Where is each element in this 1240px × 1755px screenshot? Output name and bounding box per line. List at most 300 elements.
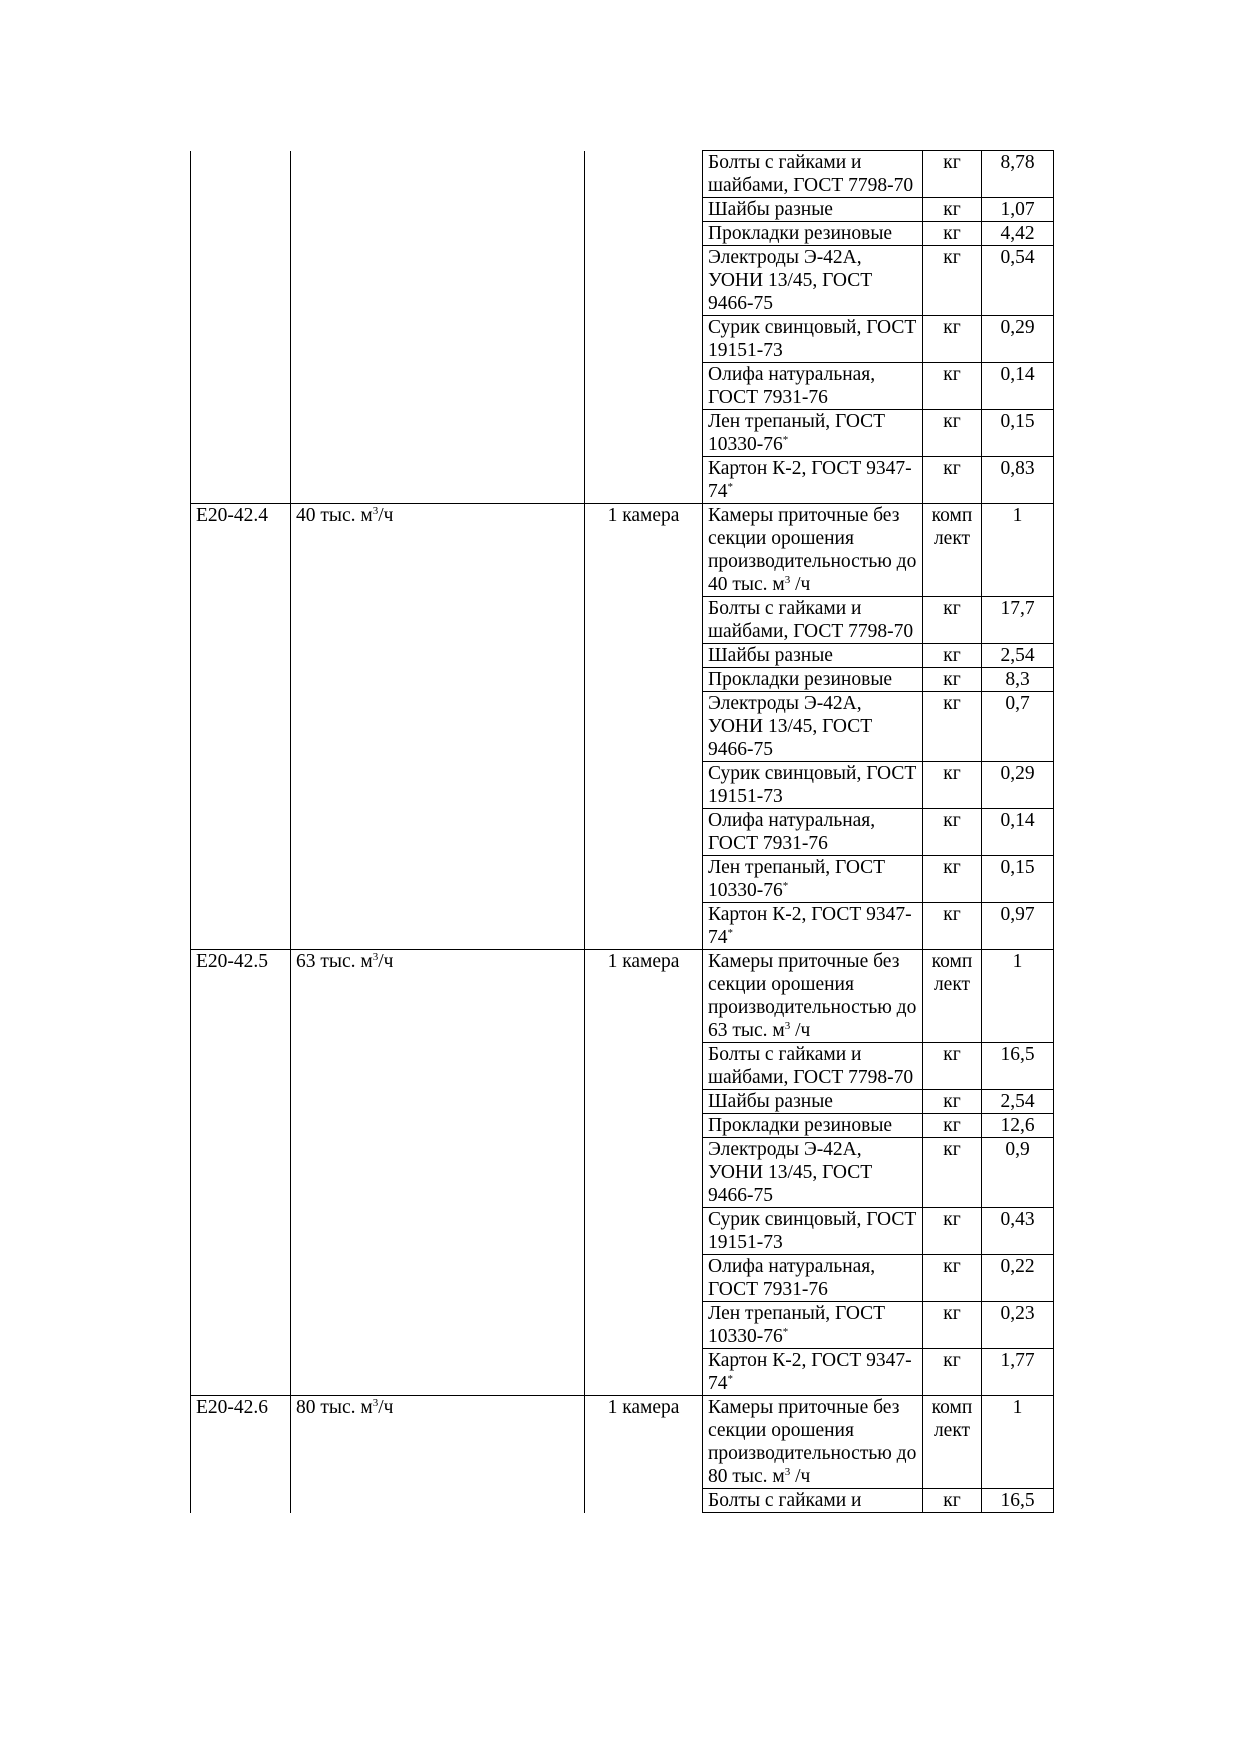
- meter-unit-cell: [585, 363, 703, 410]
- meter-unit-cell: [585, 151, 703, 198]
- units-cell: [923, 1396, 982, 1489]
- units: кг: [943, 1490, 961, 1511]
- capacity-superscript: 3: [372, 505, 379, 517]
- resource-superscript: *: [782, 1326, 789, 1338]
- meter-unit-cell: [585, 410, 703, 457]
- resource-superscript: *: [727, 481, 733, 493]
- meter-unit-cell: [585, 644, 703, 668]
- quantity-cell: [982, 692, 1054, 762]
- resource-row: [191, 597, 1054, 644]
- capacity-cell: [291, 668, 585, 692]
- meter-unit-cell: [585, 504, 703, 597]
- norm-code-cell: [191, 246, 291, 316]
- norm-code-cell: [191, 457, 291, 504]
- quantity: 8,78: [1000, 152, 1035, 173]
- resource-name: Олифа натуральная, ГОСТ 7931-76: [708, 810, 876, 854]
- norm-code-cell: [191, 950, 291, 1043]
- resource-cell: [703, 316, 923, 363]
- units-cell: [923, 597, 982, 644]
- quantity: 17,7: [1000, 598, 1035, 619]
- meter-unit-cell: [585, 1489, 703, 1513]
- resource-row: [191, 410, 1054, 457]
- norm-code-cell: [191, 903, 291, 950]
- meter-unit: 1 камера: [607, 951, 680, 972]
- resource-row: [191, 668, 1054, 692]
- quantity: 2,54: [1000, 1091, 1035, 1112]
- quantity: 1: [1012, 505, 1023, 526]
- resource-name: Камеры приточные без секции орошения производительностью до 63 тыс. м: [708, 951, 917, 1041]
- quantity: 0,83: [1000, 458, 1035, 479]
- resource-row: [191, 644, 1054, 668]
- units: кг: [943, 598, 961, 619]
- units-cell: [923, 1349, 982, 1396]
- resource-row: [191, 363, 1054, 410]
- resource-cell: [703, 950, 923, 1043]
- resource-superscript: *: [727, 1373, 733, 1385]
- quantity: 16,5: [1000, 1490, 1035, 1511]
- resource-name: Сурик свинцовый, ГОСТ 19151-73: [708, 317, 917, 361]
- resource-name: Лен трепаный, ГОСТ 10330-76: [708, 1303, 886, 1347]
- meter-unit: 1 камера: [607, 1397, 680, 1418]
- meter-unit-cell: [585, 668, 703, 692]
- resource-name: Прокладки резиновые: [708, 669, 893, 690]
- units: кг: [943, 1091, 961, 1112]
- quantity: 0,7: [1005, 693, 1030, 714]
- quantity: 0,54: [1000, 247, 1035, 268]
- units-cell: [923, 1138, 982, 1208]
- units: кг: [943, 1303, 961, 1324]
- resource-cell: [703, 1114, 923, 1138]
- capacity-cell: [291, 457, 585, 504]
- resource-superscript: 3: [784, 1466, 791, 1478]
- capacity-text: 80 тыс. м: [296, 1397, 373, 1418]
- units-cell: [923, 198, 982, 222]
- units: кг: [943, 199, 961, 220]
- quantity: 1,07: [1000, 199, 1035, 220]
- resource-name: Прокладки резиновые: [708, 1115, 893, 1136]
- units-cell: [923, 668, 982, 692]
- resource-cell: [703, 1255, 923, 1302]
- resource-row: [191, 1208, 1054, 1255]
- norm-code-cell: [191, 1489, 291, 1513]
- capacity-cell: [291, 1255, 585, 1302]
- capacity-cell: [291, 1302, 585, 1349]
- units: кг: [943, 857, 961, 878]
- norm-group-row: [191, 504, 1054, 597]
- resource-name: Электроды Э-42А, УОНИ 13/45, ГОСТ 9466-75: [708, 1139, 873, 1206]
- resource-name: Лен трепаный, ГОСТ 10330-76: [708, 411, 886, 455]
- units: комп лект: [931, 1397, 973, 1441]
- quantity-cell: [982, 644, 1054, 668]
- capacity-tail: /ч: [378, 1397, 394, 1418]
- capacity-cell: [291, 1349, 585, 1396]
- resource-cell: [703, 151, 923, 198]
- norm-code-cell: [191, 198, 291, 222]
- units: кг: [943, 763, 961, 784]
- capacity-cell: [291, 246, 585, 316]
- capacity-cell: [291, 1489, 585, 1513]
- capacity-cell: [291, 1114, 585, 1138]
- units: кг: [943, 669, 961, 690]
- resource-cell: [703, 668, 923, 692]
- quantity-cell: [982, 762, 1054, 809]
- units-cell: [923, 1090, 982, 1114]
- resource-name: Шайбы разные: [708, 199, 833, 220]
- norm-code: Е20-42.6: [196, 1397, 269, 1418]
- norm-code: Е20-42.4: [196, 505, 269, 526]
- quantity: 1,77: [1000, 1350, 1035, 1371]
- resource-cell: [703, 644, 923, 668]
- quantity-cell: [982, 151, 1054, 198]
- units-cell: [923, 504, 982, 597]
- meter-unit-cell: [585, 222, 703, 246]
- resource-cell: [703, 1090, 923, 1114]
- units-cell: [923, 246, 982, 316]
- meter-unit: 1 камера: [607, 505, 680, 526]
- quantity: 0,97: [1000, 904, 1035, 925]
- units-cell: [923, 644, 982, 668]
- units-cell: [923, 1302, 982, 1349]
- quantity-cell: [982, 222, 1054, 246]
- quantity: 0,9: [1005, 1139, 1030, 1160]
- resource-name: Камеры приточные без секции орошения производительностью до 80 тыс. м: [708, 1397, 917, 1487]
- units-cell: [923, 151, 982, 198]
- resource-cell: [703, 762, 923, 809]
- resource-superscript: 3: [784, 574, 791, 586]
- resource-superscript: *: [782, 434, 789, 446]
- norm-code-cell: [191, 151, 291, 198]
- resource-cell: [703, 1349, 923, 1396]
- norm-code-cell: [191, 410, 291, 457]
- resource-cell: [703, 504, 923, 597]
- norms-table-body: [191, 151, 1054, 1513]
- quantity: 0,22: [1000, 1256, 1035, 1277]
- capacity-text: 63 тыс. м: [296, 951, 373, 972]
- meter-unit-cell: [585, 316, 703, 363]
- resource-row: [191, 1043, 1054, 1090]
- capacity-cell: [291, 903, 585, 950]
- capacity-tail: /ч: [378, 951, 394, 972]
- quantity: 0,43: [1000, 1209, 1035, 1230]
- quantity: 0,23: [1000, 1303, 1035, 1324]
- quantity: 0,29: [1000, 763, 1035, 784]
- norm-code-cell: [191, 222, 291, 246]
- capacity-cell: [291, 410, 585, 457]
- units: кг: [943, 1350, 961, 1371]
- units-cell: [923, 1043, 982, 1090]
- resource-cell: [703, 410, 923, 457]
- quantity-cell: [982, 363, 1054, 410]
- norm-code: Е20-42.5: [196, 951, 269, 972]
- units: кг: [943, 1044, 961, 1065]
- resource-name: Болты с гайками и: [708, 1490, 862, 1511]
- resource-row: [191, 198, 1054, 222]
- units: кг: [943, 645, 961, 666]
- meter-unit-cell: [585, 1396, 703, 1489]
- quantity-cell: [982, 856, 1054, 903]
- units: кг: [943, 411, 961, 432]
- quantity: 0,14: [1000, 810, 1035, 831]
- resource-row: [191, 1255, 1054, 1302]
- resource-row: [191, 762, 1054, 809]
- resource-superscript: *: [782, 880, 789, 892]
- units-cell: [923, 1489, 982, 1513]
- resource-cell: [703, 246, 923, 316]
- resource-row: [191, 1489, 1054, 1513]
- meter-unit-cell: [585, 1349, 703, 1396]
- units: кг: [943, 458, 961, 479]
- resource-cell: [703, 457, 923, 504]
- norm-code-cell: [191, 1396, 291, 1489]
- units-cell: [923, 222, 982, 246]
- norm-code-cell: [191, 668, 291, 692]
- quantity: 16,5: [1000, 1044, 1035, 1065]
- resource-superscript: 3: [784, 1020, 791, 1032]
- resource-name: Болты с гайками и шайбами, ГОСТ 7798-70: [708, 598, 914, 642]
- units: комп лект: [931, 505, 973, 549]
- quantity-cell: [982, 1489, 1054, 1513]
- quantity-cell: [982, 668, 1054, 692]
- quantity-cell: [982, 504, 1054, 597]
- units-cell: [923, 457, 982, 504]
- capacity-cell: [291, 1138, 585, 1208]
- resource-row: [191, 457, 1054, 504]
- quantity-cell: [982, 1349, 1054, 1396]
- resource-cell: [703, 1489, 923, 1513]
- meter-unit-cell: [585, 903, 703, 950]
- norm-group-row: [191, 1396, 1054, 1489]
- resource-row: [191, 1349, 1054, 1396]
- norm-code-cell: [191, 1349, 291, 1396]
- meter-unit-cell: [585, 597, 703, 644]
- norm-code-cell: [191, 1255, 291, 1302]
- norm-code-cell: [191, 363, 291, 410]
- resource-cell: [703, 809, 923, 856]
- resource-name: Электроды Э-42А, УОНИ 13/45, ГОСТ 9466-75: [708, 693, 873, 760]
- units: комп лект: [931, 951, 973, 995]
- resource-row: [191, 1114, 1054, 1138]
- quantity: 0,15: [1000, 857, 1035, 878]
- resource-name: Сурик свинцовый, ГОСТ 19151-73: [708, 763, 917, 807]
- norm-code-cell: [191, 856, 291, 903]
- resource-name: Болты с гайками и шайбами, ГОСТ 7798-70: [708, 152, 914, 196]
- norm-code-cell: [191, 316, 291, 363]
- capacity-superscript: 3: [372, 951, 379, 963]
- resource-row: [191, 856, 1054, 903]
- quantity: 0,14: [1000, 364, 1035, 385]
- resource-cell: [703, 692, 923, 762]
- meter-unit-cell: [585, 1302, 703, 1349]
- units-cell: [923, 363, 982, 410]
- norm-code-cell: [191, 762, 291, 809]
- capacity-cell: [291, 1090, 585, 1114]
- capacity-cell: [291, 692, 585, 762]
- resource-name: Болты с гайками и шайбами, ГОСТ 7798-70: [708, 1044, 914, 1088]
- resource-row: [191, 1090, 1054, 1114]
- resource-cell: [703, 1138, 923, 1208]
- resource-cell: [703, 1208, 923, 1255]
- resource-name: Лен трепаный, ГОСТ 10330-76: [708, 857, 886, 901]
- resource-row: [191, 316, 1054, 363]
- units-cell: [923, 1114, 982, 1138]
- norm-code-cell: [191, 809, 291, 856]
- quantity-cell: [982, 1255, 1054, 1302]
- resource-row: [191, 903, 1054, 950]
- quantity: 12,6: [1000, 1115, 1035, 1136]
- resource-cell: [703, 198, 923, 222]
- norm-code-cell: [191, 1138, 291, 1208]
- quantity-cell: [982, 1138, 1054, 1208]
- resource-row: [191, 246, 1054, 316]
- units: кг: [943, 364, 961, 385]
- capacity-cell: [291, 222, 585, 246]
- meter-unit-cell: [585, 692, 703, 762]
- quantity-cell: [982, 1043, 1054, 1090]
- capacity-cell: [291, 950, 585, 1043]
- resource-cell: [703, 1043, 923, 1090]
- units-cell: [923, 1255, 982, 1302]
- resource-cell: [703, 222, 923, 246]
- units-cell: [923, 692, 982, 762]
- capacity-cell: [291, 1396, 585, 1489]
- resource-name: Прокладки резиновые: [708, 223, 893, 244]
- quantity: 0,15: [1000, 411, 1035, 432]
- quantity: 1: [1012, 951, 1023, 972]
- resource-name: Олифа натуральная, ГОСТ 7931-76: [708, 364, 876, 408]
- norm-code-cell: [191, 692, 291, 762]
- quantity-cell: [982, 1114, 1054, 1138]
- units: кг: [943, 247, 961, 268]
- meter-unit-cell: [585, 1138, 703, 1208]
- capacity-tail: /ч: [378, 505, 394, 526]
- quantity-cell: [982, 1302, 1054, 1349]
- meter-unit-cell: [585, 1208, 703, 1255]
- meter-unit-cell: [585, 1114, 703, 1138]
- resource-name: Шайбы разные: [708, 1091, 833, 1112]
- capacity-cell: [291, 762, 585, 809]
- quantity-cell: [982, 1090, 1054, 1114]
- norm-code-cell: [191, 644, 291, 668]
- resource-cell: [703, 856, 923, 903]
- units: кг: [943, 810, 961, 831]
- resource-cell: [703, 363, 923, 410]
- units-cell: [923, 316, 982, 363]
- quantity-cell: [982, 809, 1054, 856]
- units: кг: [943, 1209, 961, 1230]
- units-cell: [923, 856, 982, 903]
- quantity-cell: [982, 1396, 1054, 1489]
- resource-tail: /ч: [790, 1020, 811, 1041]
- resource-row: [191, 222, 1054, 246]
- meter-unit-cell: [585, 1043, 703, 1090]
- resource-name: Электроды Э-42А, УОНИ 13/45, ГОСТ 9466-75: [708, 247, 873, 314]
- units: кг: [943, 1256, 961, 1277]
- resource-row: [191, 1138, 1054, 1208]
- units-cell: [923, 762, 982, 809]
- meter-unit-cell: [585, 809, 703, 856]
- norm-code-cell: [191, 597, 291, 644]
- norm-code-cell: [191, 1114, 291, 1138]
- capacity-superscript: 3: [372, 1397, 379, 1409]
- quantity-cell: [982, 410, 1054, 457]
- resource-cell: [703, 1396, 923, 1489]
- norm-code-cell: [191, 1302, 291, 1349]
- norm-code-cell: [191, 504, 291, 597]
- quantity-cell: [982, 246, 1054, 316]
- meter-unit-cell: [585, 1090, 703, 1114]
- units-cell: [923, 1208, 982, 1255]
- units: кг: [943, 693, 961, 714]
- units: кг: [943, 223, 961, 244]
- quantity-cell: [982, 903, 1054, 950]
- norm-code-cell: [191, 1208, 291, 1255]
- units-cell: [923, 410, 982, 457]
- resource-name: Картон К-2, ГОСТ 9347-74: [708, 1350, 912, 1394]
- norm-code-cell: [191, 1090, 291, 1114]
- units: кг: [943, 1115, 961, 1136]
- capacity-cell: [291, 1208, 585, 1255]
- capacity-cell: [291, 316, 585, 363]
- meter-unit-cell: [585, 950, 703, 1043]
- norm-group-row: [191, 950, 1054, 1043]
- resource-name: Картон К-2, ГОСТ 9347-74: [708, 458, 912, 502]
- quantity: 4,42: [1000, 223, 1035, 244]
- capacity-cell: [291, 504, 585, 597]
- resource-tail: /ч: [790, 574, 811, 595]
- capacity-cell: [291, 809, 585, 856]
- meter-unit-cell: [585, 198, 703, 222]
- resource-row: [191, 692, 1054, 762]
- meter-unit-cell: [585, 246, 703, 316]
- resource-name: Шайбы разные: [708, 645, 833, 666]
- resource-cell: [703, 1302, 923, 1349]
- resource-cell: [703, 597, 923, 644]
- units: кг: [943, 152, 961, 173]
- units: кг: [943, 1139, 961, 1160]
- resource-row: [191, 151, 1054, 198]
- quantity-cell: [982, 316, 1054, 363]
- capacity-cell: [291, 151, 585, 198]
- units-cell: [923, 950, 982, 1043]
- quantity: 8,3: [1005, 669, 1030, 690]
- resource-row: [191, 809, 1054, 856]
- capacity-text: 40 тыс. м: [296, 505, 373, 526]
- quantity-cell: [982, 198, 1054, 222]
- capacity-cell: [291, 856, 585, 903]
- quantity: 0,29: [1000, 317, 1035, 338]
- resource-name: Картон К-2, ГОСТ 9347-74: [708, 904, 912, 948]
- units: кг: [943, 317, 961, 338]
- capacity-cell: [291, 198, 585, 222]
- resource-superscript: *: [727, 927, 733, 939]
- resource-name: Олифа натуральная, ГОСТ 7931-76: [708, 1256, 876, 1300]
- units-cell: [923, 903, 982, 950]
- resource-name: Камеры приточные без секции орошения производительностью до 40 тыс. м: [708, 505, 917, 595]
- quantity: 2,54: [1000, 645, 1035, 666]
- resource-tail: /ч: [790, 1466, 811, 1487]
- quantity-cell: [982, 1208, 1054, 1255]
- meter-unit-cell: [585, 457, 703, 504]
- units-cell: [923, 809, 982, 856]
- quantity-cell: [982, 950, 1054, 1043]
- resource-cell: [703, 903, 923, 950]
- meter-unit-cell: [585, 856, 703, 903]
- meter-unit-cell: [585, 762, 703, 809]
- capacity-cell: [291, 363, 585, 410]
- quantity-cell: [982, 597, 1054, 644]
- units: кг: [943, 904, 961, 925]
- quantity-cell: [982, 457, 1054, 504]
